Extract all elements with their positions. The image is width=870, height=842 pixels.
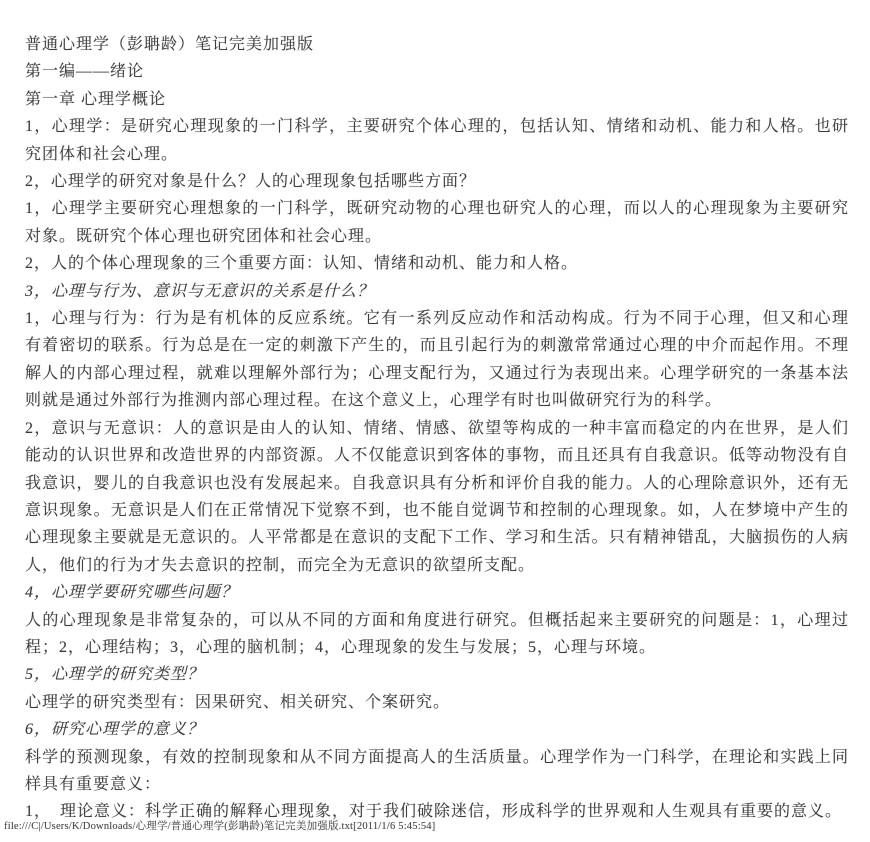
paragraph: 2，意识与无意识：人的意识是由人的认知、情绪、情感、欲望等构成的一种丰富而稳定的内在世界，是人们能动的认识世界和改造世界的内部资源。人不仅能意识到客体的事物，而且还具有自我意识。低等动物没有自我意识，婴儿的自我意识也没有发展起来。自我意识具有分析和评价自我的能力。人的心理除意识外，还有无意识现象。无意识是人们在正常情况下觉察不到，也不能自觉调节和控制的心理现象。如，人在梦境中产生的心理现象主要就是无意识的。人平常都是在意识的支配下工作、学习和生活。只有精神错乱，大脑损伤的人病人，他们的行为才失去意识的控制，而完全为无意识的欲望所支配。: [25, 419, 849, 574]
paragraph: 1，心理学主要研究心理想象的一门科学，既研究动物的心理也研究人的心理，而以人的心理现象为主要研究对象。既研究个体心理也研究团体和社会心理。: [25, 200, 849, 245]
question-line: 6，研究心理学的意义？: [25, 721, 205, 739]
part-heading: 第一编——绪论: [25, 63, 145, 81]
paragraph: 1，心理学：是研究心理现象的一门科学，主要研究个体心理的，包括认知、情绪和动机、能力和人格。也研究团体和社会心理。: [25, 118, 849, 163]
question-line: 4，心理学要研究哪些问题？: [25, 584, 239, 602]
paragraph: 2，人的个体心理现象的三个重要方面：认知、情绪和动机、能力和人格。: [25, 255, 579, 273]
question-line: 5，心理学的研究类型？: [25, 666, 205, 684]
chapter-heading: 第一章 心理学概论: [25, 90, 167, 108]
document-content: [25, 31, 849, 826]
doc-title: 普通心理学（彭聃龄）笔记完美加强版: [25, 36, 315, 53]
file-path-footer: file:///C|/Users/K/Downloads/心理学/普通心理学(彭聃龄)笔记完美加强版.txt[2011/1/6 5:45:54]: [4, 821, 436, 832]
paragraph: 1，心理与行为：行为是有机体的反应系统。它有一系列反应动作和活动构成。行为不同于心理，但又和心理有着密切的联系。行为总是在一定的刺激下产生的，而且引起行为的刺激常常通过心理的中介而起作用。不理解人的内部心理过程，就难以理解外部行为；心理支配行为，又通过行为表现出来。心理学研究的一条基本法则就是通过外部行为推测内部心理过程。在这个意义上，心理学有时也叫做研究行为的科学。: [25, 310, 849, 410]
paragraph: 科学的预测现象，有效的控制现象和从不同方面提高人的生活质量。心理学作为一门科学，在理论和实践上同样具有重要意义：: [25, 748, 849, 793]
paragraph: 1， 理论意义：科学正确的解释心理现象，对于我们破除迷信，形成科学的世界观和人生观具有重要的意义。: [25, 803, 843, 821]
question-line: 2，心理学的研究对象是什么？人的心理现象包括哪些方面？: [25, 173, 477, 191]
question-line: 3，心理与行为、意识与无意识的关系是什么？: [25, 282, 375, 300]
paragraph: 人的心理现象是非常复杂的，可以从不同的方面和角度进行研究。但概括起来主要研究的问题是：1，心理过程；2，心理结构；3，心理的脑机制；4，心理现象的发生与发展；5，心理与环境。: [25, 611, 849, 656]
paragraph: 心理学的研究类型有：因果研究、相关研究、个案研究。: [25, 693, 451, 711]
